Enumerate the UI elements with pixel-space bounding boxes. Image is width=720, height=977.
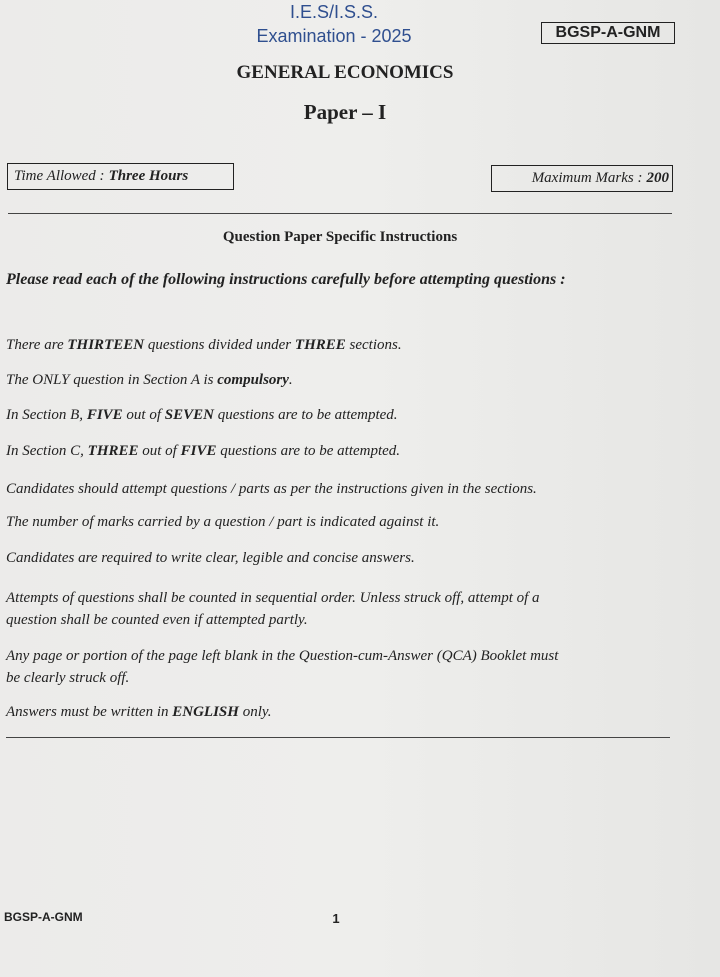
instruction-item: Attempts of questions shall be counted in sequential order. Unless struck off, attempt of a question shall be counted even if attempted partly.: [6, 590, 540, 628]
time-value: Three Hours: [108, 168, 189, 184]
time-allowed-box: [7, 163, 234, 190]
divider-top: [8, 213, 672, 214]
instruction-item: In Section C, THREE out of FIVE questions are to be attempted.: [6, 443, 401, 459]
instructions-heading: Question Paper Specific Instructions: [222, 229, 458, 245]
time-label: Time Allowed :: [14, 168, 105, 184]
paper-title: Paper – I: [303, 100, 387, 124]
instruction-item: The number of marks carried by a question / part is indicated against it.: [6, 514, 440, 530]
instructions-lead: Please read each of the following instructions carefully before attempting questions :: [6, 271, 566, 288]
instruction-item: The ONLY question in Section A is compulsory.: [6, 372, 293, 388]
exam-name: I.E.S/I.S.S.: [289, 2, 379, 22]
instruction-item: In Section B, FIVE out of SEVEN questions are to be attempted.: [6, 407, 398, 423]
maximum-marks-box: [491, 165, 673, 192]
instruction-item: Answers must be written in ENGLISH only.: [6, 704, 272, 720]
instruction-item: Candidates should attempt questions / parts as per the instructions given in the sections.: [6, 481, 537, 497]
instruction-item: There are THIRTEEN questions divided under THREE sections.: [6, 337, 402, 353]
marks-label: Maximum Marks :: [531, 170, 643, 186]
page-number: 1: [332, 911, 340, 926]
divider-bottom: [6, 737, 670, 738]
footer-paper-code: BGSP-A-GNM: [4, 910, 83, 924]
instruction-item: Candidates are required to write clear, legible and concise answers.: [6, 550, 415, 566]
paper-code-box: BGSP-A-GNM: [541, 22, 675, 44]
exam-year: Examination - 2025: [256, 26, 412, 46]
marks-value: 200: [646, 170, 669, 186]
instruction-item: Any page or portion of the page left blank in the Question-cum-Answer (QCA) Booklet must be clearly struck off.: [6, 648, 559, 686]
subject-title: GENERAL ECONOMICS: [236, 62, 454, 83]
